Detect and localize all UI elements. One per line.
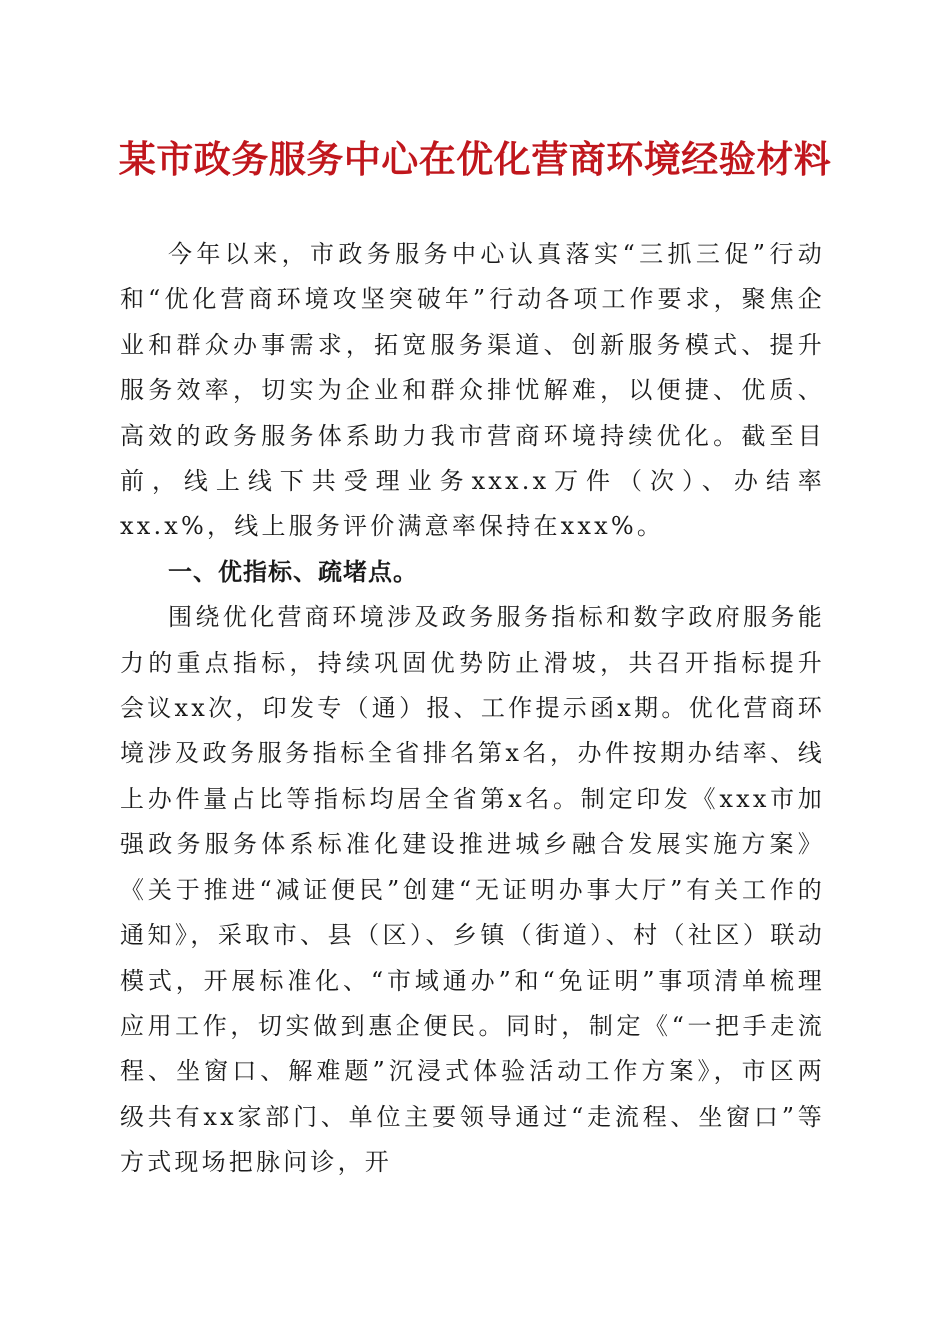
section-heading: 一、优指标、疏堵点。 xyxy=(168,557,418,586)
document-title: 某市政务服务中心在优化营商环境经验材料 xyxy=(118,138,832,181)
section-paragraph: 围绕优化营商环境涉及政务服务指标和数字政府服务能力的重点指标，持续巩固优势防止滑坡，共召开指标提升会议xx次，印发专（通）报、工作提示函x期。优化营商环境涉及政务服务指标全省排名第x名，办件按期办结率、线上办件量占比等指标均居全省第x名。制定印发《xxx市加强政务服务体系标准化建设推进城乡融合发展实施方案》《关于推进“减证便民”创建“无证明办事大厅”有关工作的通知》，采取市、县（区）、乡镇（街道）、村（社区）联动模式，开展标准化、“市域通办”和“免证明”事项清单梳理应用工作，切实做到惠企便民。同时，制定《“一把手走流程、坐窗口、解难题”沉浸式体验活动工作方案》，市区两级共有xx家部门、单位主要领导通过“走流程、坐窗口”等方式现场把脉问诊，开 xyxy=(120,603,825,1177)
document-body xyxy=(120,232,825,1186)
intro-paragraph: 今年以来，市政务服务中心认真落实“三抓三促”行动和“优化营商环境攻坚突破年”行动各项工作要求，聚焦企业和群众办事需求，拓宽服务渠道、创新服务模式、提升服务效率，切实为企业和群众排忧解难，以便捷、优质、高效的政务服务体系助力我市营商环境持续优化。截至目前，线上线下共受理业务xxx.x万件（次）、办结率xx.x%，线上服务评价满意率保持在xxx%。 xyxy=(120,240,825,541)
